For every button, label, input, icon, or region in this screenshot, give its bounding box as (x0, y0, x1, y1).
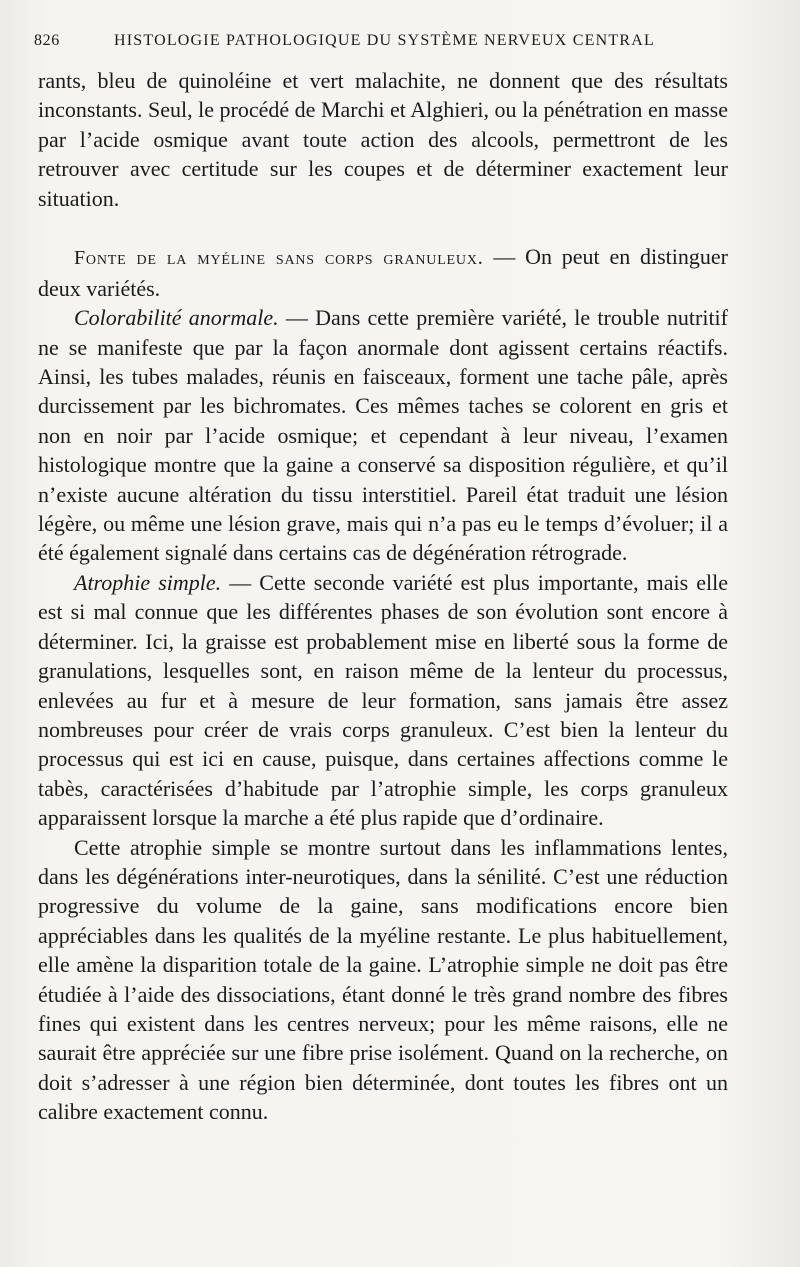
section-gap (38, 213, 728, 242)
paragraph-1: rants, bleu de quinoléine et vert malachite, ne donnent que des résultats inconstants. Seul, le procédé de Marchi et Alghieri, ou la pénétration en masse par l’acide osmique avant toute action des alcools, permettront de les retrouver avec certitude sur les coupes et de déterminer exactement leur situation. (38, 68, 728, 211)
body-text (38, 66, 728, 1127)
section-heading: Fonte de la myéline sans corps granuleux. (74, 247, 484, 270)
paragraph-4 (38, 568, 728, 833)
paragraph-3 (38, 303, 728, 568)
paragraph-2-text: — On peut en distinguer deux variétés. (38, 244, 729, 301)
subheading-colorabilite: Colorabilité anormale. (74, 305, 279, 331)
running-head: HISTOLOGIE PATHOLOGIQUE DU SYSTÈME NERVEUX CENTRAL (114, 32, 655, 49)
page-number: 826 (34, 32, 60, 49)
page-header (34, 32, 734, 58)
paragraph-5: Cette atrophie simple se montre surtout dans les inflammations lentes, dans les dégénérations inter-neurotiques, dans la sénilité. C’est une réduction progressive du volume de la gaine, sans modifications encore bien appréciables dans les qualités de la myéline restante. Le plus habituellement, elle amène la disparition totale de la gaine. L’atrophie simple ne doit pas être étudiée à l’aide des dissociations, étant donné le très grand nombre des fibres fines qui existent dans les centres nerveux; pour les même raisons, elle ne saurait être appréciée sur une fibre prise isolément. Quand on la recherche, on doit s’adresser à une région bien déterminée, dont toutes les fibres ont un calibre exactement connu. (38, 834, 728, 1125)
subheading-atrophie: Atrophie simple. (74, 569, 222, 595)
paragraph-2 (38, 242, 728, 303)
paragraph-3-text: — Dans cette première variété, le trouble nutritif ne se manifeste que par la façon anormale dont agissent certains réactifs. Ainsi, les tubes malades, réunis en faisceaux, forment une tache pâle, après durcissement par les bichromates. Ces mêmes taches se colorent en gris et non en noir par l’acide osmique; et cependant à leur niveau, l’examen histologique montre que la gaine a conservé sa disposition régulière, et qu’il n’existe aucune altération du tissu interstitiel. Pareil état traduit une lésion légère, ou même une lésion grave, mais qui n’a pas eu le temps d’évoluer; il a été également signalé dans certains cas de dégénération rétrograde. (38, 305, 729, 566)
paragraph-4-text: — Cette seconde variété est plus importante, mais elle est si mal connue que les différentes phases de son évolution sont encore à déterminer. Ici, la graisse est probablement mise en liberté sous la forme de granulations, lesquelles sont, en raison même de la lenteur du processus, enlevées au fur et à mesure de leur formation, sans jamais être assez nombreuses pour créer de vrais corps granuleux. C’est bien la lenteur du processus qui est ici en cause, puisque, dans certaines affections comme le tabès, caractérisées d’habitude par l’atrophie simple, les corps granuleux apparaissent lorsque la marche a été plus rapide que d’ordinaire. (38, 569, 728, 831)
